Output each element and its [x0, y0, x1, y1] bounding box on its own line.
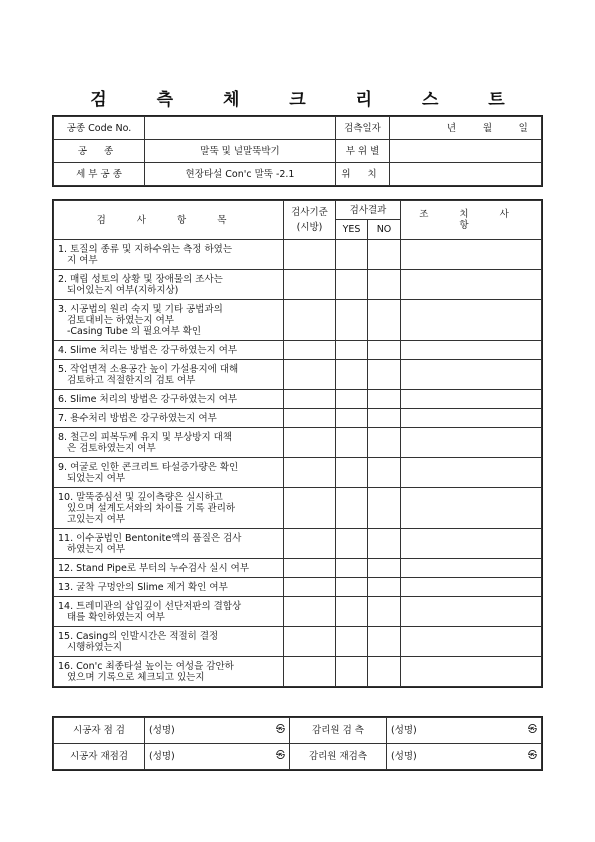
standard-cell[interactable]	[284, 240, 336, 270]
checklist-row	[54, 627, 542, 657]
check-item	[54, 488, 284, 529]
col-standard-label: 검사기준	[291, 207, 328, 218]
check-item	[54, 657, 284, 687]
no-cell[interactable]	[368, 578, 401, 597]
check-item-line: 있으며 설계도서와의 차이를 기록 관리하	[67, 502, 236, 514]
check-item-line: 3. 시공법의 원리 숙지 및 기타 공법과의	[58, 303, 223, 315]
sign-placeholder: (성명)	[391, 725, 417, 736]
check-item-line: 였으며 기록으로 체크되고 있는지	[67, 671, 205, 683]
yes-cell[interactable]	[336, 240, 368, 270]
standard-cell[interactable]	[284, 488, 336, 529]
check-item	[54, 529, 284, 559]
no-cell[interactable]	[368, 240, 401, 270]
page-title: 검 측 체 크 리 스 트	[90, 90, 527, 110]
check-item	[54, 597, 284, 627]
yes-cell[interactable]	[336, 300, 368, 341]
col-standard-sub: (시방)	[296, 222, 323, 233]
check-item-line: 7. 용수처리 방법은 강구하였는지 여부	[58, 412, 217, 424]
check-item	[54, 458, 284, 488]
col-no-header: NO	[368, 220, 401, 240]
col-action-header: 조 치 사 항	[401, 201, 542, 240]
standard-cell[interactable]	[284, 390, 336, 409]
check-item-line: 되었는지 여부	[67, 472, 126, 484]
checklist-row	[54, 529, 542, 559]
checklist-row	[54, 240, 542, 270]
check-item	[54, 578, 284, 597]
no-cell[interactable]	[368, 300, 401, 341]
no-cell[interactable]	[368, 488, 401, 529]
action-cell[interactable]	[401, 597, 542, 627]
part-label: 부 위 별	[336, 140, 390, 163]
check-item	[54, 390, 284, 409]
seal-icon: ㉿	[275, 751, 285, 761]
checklist-row	[54, 657, 542, 687]
standard-cell[interactable]	[284, 559, 336, 578]
work-code-label: 공종 Code No.	[54, 117, 145, 140]
check-item-line: 14. 트레미관의 삽입깊이 선단저판의 결합상	[58, 600, 242, 612]
checklist-table	[53, 200, 542, 687]
action-cell[interactable]	[401, 240, 542, 270]
action-cell[interactable]	[401, 428, 542, 458]
check-item-line: 11. 이수공법인 Bentonite액의 품질은 검사	[58, 532, 242, 544]
no-cell[interactable]	[368, 627, 401, 657]
check-item-line: -Casing Tube 의 필요여부 확인	[67, 325, 202, 337]
yes-cell[interactable]	[336, 341, 368, 360]
check-item-line: 16. Con'c 최종타설 높이는 여성을 감안하	[58, 660, 234, 672]
checklist-row	[54, 341, 542, 360]
supervisor-recheck-sign[interactable]	[387, 744, 542, 770]
standard-cell[interactable]	[284, 270, 336, 300]
checklist-row	[54, 428, 542, 458]
checklist-row	[54, 458, 542, 488]
checklist-row	[54, 270, 542, 300]
yes-cell[interactable]	[336, 597, 368, 627]
yes-cell[interactable]	[336, 657, 368, 687]
location-value[interactable]	[390, 163, 542, 186]
checklist-row	[54, 578, 542, 597]
no-cell[interactable]	[368, 458, 401, 488]
action-cell[interactable]	[401, 409, 542, 428]
check-item-line: 지 여부	[67, 254, 98, 266]
yes-cell[interactable]	[336, 390, 368, 409]
no-cell[interactable]	[368, 360, 401, 390]
sign-placeholder: (성명)	[149, 751, 175, 762]
no-cell[interactable]	[368, 559, 401, 578]
action-cell[interactable]	[401, 488, 542, 529]
check-item-line: 1. 토질의 종류 및 지하수위는 측정 하였는	[58, 243, 233, 255]
col-standard-header	[284, 201, 336, 240]
yes-cell[interactable]	[336, 578, 368, 597]
checklist-row	[54, 300, 542, 341]
no-cell[interactable]	[368, 428, 401, 458]
action-cell[interactable]	[401, 627, 542, 657]
yes-cell[interactable]	[336, 409, 368, 428]
check-item-line: 5. 작업면적 소용공간 높이 가설용지에 대해	[58, 363, 239, 375]
detail-value[interactable]: 현장타설 Con'c 말뚝 -2.1	[145, 163, 336, 186]
contractor-recheck-label: 시공자 재점검	[54, 744, 145, 770]
checklist-row	[54, 488, 542, 529]
standard-cell[interactable]	[284, 360, 336, 390]
check-item-line: 하였는지 여부	[67, 543, 126, 555]
check-item-line: 검토대비는 하였는지 여부	[67, 314, 174, 326]
sign-placeholder: (성명)	[149, 725, 175, 736]
action-cell[interactable]	[401, 300, 542, 341]
check-item	[54, 409, 284, 428]
yes-cell[interactable]	[336, 270, 368, 300]
check-item-line: 은 검토하였는지 여부	[67, 442, 156, 454]
yes-cell[interactable]	[336, 488, 368, 529]
contractor-check-label: 시공자 점 검	[54, 718, 145, 744]
info-table	[53, 116, 542, 186]
contractor-recheck-sign[interactable]	[145, 744, 290, 770]
check-item	[54, 428, 284, 458]
date-month: 월	[470, 117, 506, 140]
work-type-label: 공 종	[54, 140, 145, 163]
action-cell[interactable]	[401, 341, 542, 360]
location-label: 위 치	[336, 163, 390, 186]
check-item-line: 12. Stand Pipe로 부터의 누수검사 실시 여부	[58, 562, 250, 574]
no-cell[interactable]	[368, 657, 401, 687]
standard-cell[interactable]	[284, 341, 336, 360]
date-day: 일	[506, 117, 542, 140]
check-item	[54, 627, 284, 657]
work-type-value[interactable]: 말뚝 및 널말뚝박기	[145, 140, 336, 163]
work-code-value[interactable]	[145, 117, 336, 140]
supervisor-check-sign[interactable]	[387, 718, 542, 744]
contractor-check-sign[interactable]	[145, 718, 290, 744]
action-cell[interactable]	[401, 559, 542, 578]
action-cell[interactable]	[401, 270, 542, 300]
check-item-line: 6. Slime 처리의 방법은 강구하였는지 여부	[58, 393, 238, 405]
yes-cell[interactable]	[336, 529, 368, 559]
no-cell[interactable]	[368, 390, 401, 409]
yes-cell[interactable]	[336, 428, 368, 458]
standard-cell[interactable]	[284, 458, 336, 488]
standard-cell[interactable]	[284, 627, 336, 657]
check-item	[54, 270, 284, 300]
action-cell[interactable]	[401, 578, 542, 597]
check-item	[54, 341, 284, 360]
check-item-line: 2. 매립 성토의 상황 및 장애물의 조사는	[58, 273, 223, 285]
standard-cell[interactable]	[284, 578, 336, 597]
seal-icon: ㉿	[527, 751, 537, 761]
check-item-line: 검토하고 적절한지의 검토 여부	[67, 374, 196, 386]
standard-cell[interactable]	[284, 597, 336, 627]
action-cell[interactable]	[401, 390, 542, 409]
no-cell[interactable]	[368, 529, 401, 559]
action-cell[interactable]	[401, 458, 542, 488]
standard-cell[interactable]	[284, 529, 336, 559]
checklist-row	[54, 559, 542, 578]
checklist-row	[54, 390, 542, 409]
seal-icon: ㉿	[527, 725, 537, 735]
seal-icon: ㉿	[275, 725, 285, 735]
check-item-line: 8. 철근의 피복두께 유지 및 부상방지 대책	[58, 431, 233, 443]
supervisor-check-label: 감리원 검 측	[290, 718, 387, 744]
checklist-row	[54, 360, 542, 390]
standard-cell[interactable]	[284, 300, 336, 341]
standard-cell[interactable]	[284, 428, 336, 458]
col-item-header: 검 사 항 목	[54, 201, 284, 240]
supervisor-recheck-label: 감리원 재검측	[290, 744, 387, 770]
check-item-line: 시행하였는지	[67, 641, 123, 653]
standard-cell[interactable]	[284, 657, 336, 687]
detail-label: 세 부 공 종	[54, 163, 145, 186]
check-item-line: 13. 굴착 구멍안의 Slime 제거 확인 여부	[58, 581, 228, 593]
yes-cell[interactable]	[336, 360, 368, 390]
action-cell[interactable]	[401, 657, 542, 687]
no-cell[interactable]	[368, 409, 401, 428]
standard-cell[interactable]	[284, 409, 336, 428]
check-item-line: 고있는지 여부	[67, 513, 126, 525]
yes-cell[interactable]	[336, 458, 368, 488]
no-cell[interactable]	[368, 270, 401, 300]
no-cell[interactable]	[368, 341, 401, 360]
checklist-row	[54, 409, 542, 428]
sign-placeholder: (성명)	[391, 751, 417, 762]
no-cell[interactable]	[368, 597, 401, 627]
check-item-line: 10. 말뚝중심선 및 깊이측량은 실시하고	[58, 491, 223, 503]
check-item-line: 4. Slime 처리는 방법은 강구하였는지 여부	[58, 344, 238, 356]
action-cell[interactable]	[401, 529, 542, 559]
action-cell[interactable]	[401, 360, 542, 390]
check-item	[54, 559, 284, 578]
yes-cell[interactable]	[336, 627, 368, 657]
check-item	[54, 360, 284, 390]
date-year: 년	[434, 117, 470, 140]
signature-table	[53, 717, 542, 770]
yes-cell[interactable]	[336, 559, 368, 578]
check-item-line: 되어있는지 여부(지하지상)	[67, 284, 179, 296]
col-yes-header: YES	[336, 220, 368, 240]
col-result-header: 검사결과	[336, 201, 401, 220]
check-item-line: 15. Casing의 인발시간은 적절히 결정	[58, 630, 219, 642]
inspect-date-label: 검측일자	[336, 117, 390, 140]
check-item	[54, 240, 284, 270]
check-item-line: 태를 확인하였는지 여부	[67, 611, 165, 623]
part-value[interactable]	[390, 140, 542, 163]
check-item-line: 9. 여굴로 인한 콘크리트 타설증가량은 확인	[58, 461, 239, 473]
checklist-row	[54, 597, 542, 627]
check-item	[54, 300, 284, 341]
